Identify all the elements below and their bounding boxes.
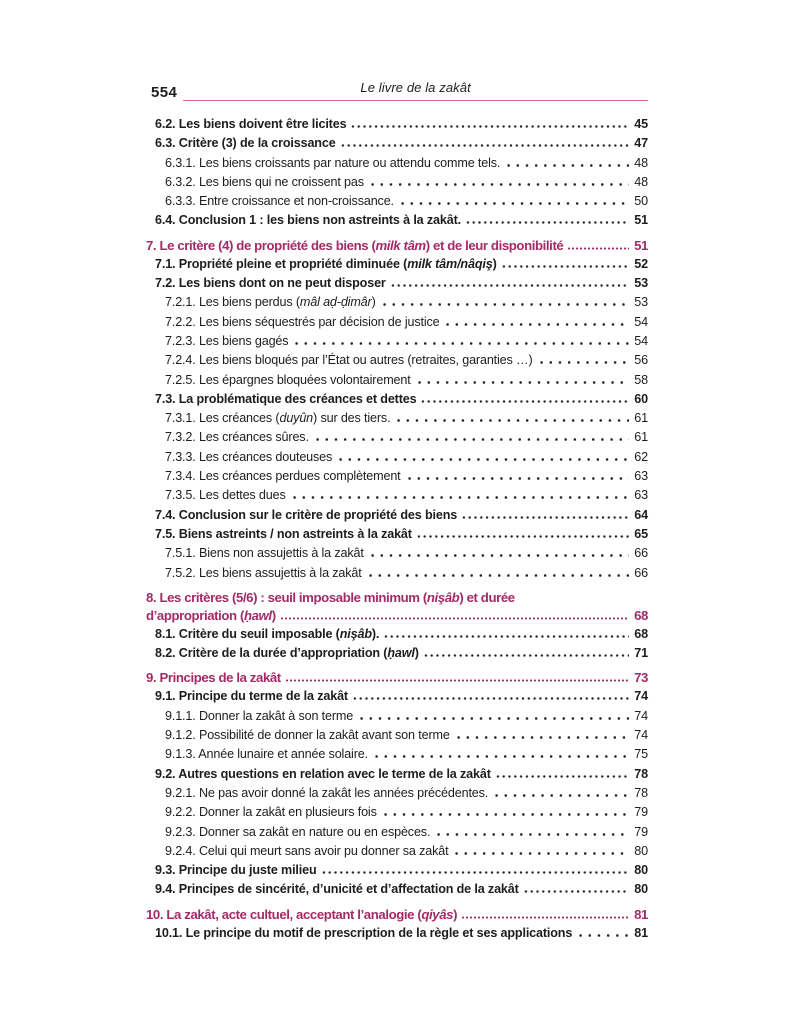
toc-entry-page-number: 61 (634, 411, 648, 426)
toc-entry (146, 823, 648, 842)
table-of-contents (146, 115, 648, 943)
toc-entry-label: 8. Les critères (5/6) : seuil imposable minimum (nişâb) et durée (146, 589, 515, 605)
toc-entry (146, 351, 648, 370)
dot-leader (465, 221, 629, 224)
toc-entry-label: 7.5.2. Les biens assujettis à la zakât (165, 565, 362, 580)
toc-entry-label: 9. Principes de la zakât (146, 670, 281, 686)
toc-entry (146, 589, 648, 607)
toc-entry (146, 115, 648, 134)
toc-entry-label: d’appropriation (ḥawl) (146, 607, 276, 623)
toc-entry (146, 924, 648, 943)
toc-entry (146, 154, 648, 173)
toc-entry-label: 6.4. Conclusion 1 : les biens non astreints à la zakât. (155, 213, 461, 228)
toc-entry (146, 842, 648, 861)
toc-entry-page-number: 74 (634, 708, 648, 723)
toc-entry (146, 467, 648, 486)
toc-entry (146, 726, 648, 745)
dot-leader (454, 736, 629, 739)
toc-entry-page-number: 68 (634, 607, 648, 623)
dot-leader (452, 852, 629, 855)
dot-leader (443, 323, 629, 326)
toc-entry (146, 625, 648, 644)
toc-entry-label: 9.2. Autres questions en relation avec le terme de la zakât (155, 766, 491, 781)
toc-entry-page-number: 65 (634, 526, 648, 541)
toc-entry-page-number: 50 (634, 194, 648, 209)
toc-entry-page-number: 74 (634, 689, 648, 704)
toc-entry (146, 255, 648, 274)
toc-entry-label: 7.2.1. Les biens perdus (mâl aḍ-ḍimâr) (165, 295, 376, 310)
toc-entry-page-number: 79 (634, 824, 648, 839)
dot-leader (523, 890, 629, 893)
toc-entry (146, 134, 648, 153)
toc-entry-page-number: 73 (634, 670, 648, 686)
dot-leader (415, 381, 629, 384)
dot-leader (372, 755, 629, 758)
dot-leader (567, 247, 629, 250)
toc-entry (146, 861, 648, 880)
dot-leader (368, 554, 629, 557)
toc-entry (146, 506, 648, 525)
toc-entry-label: 7.3.5. Les dettes dues (165, 488, 286, 503)
dot-leader (383, 635, 629, 638)
running-title: Le livre de la zakât (360, 80, 471, 95)
dot-leader (398, 202, 629, 205)
toc-entry-page-number: 71 (634, 646, 648, 661)
toc-entry (146, 192, 648, 211)
toc-entry-label: 10.1. Le principe du motif de prescription de la règle et ses applications (155, 925, 573, 940)
toc-entry (146, 745, 648, 764)
toc-entry-label: 7.4. Conclusion sur le critère de propriété des biens (155, 507, 458, 522)
toc-entry (146, 669, 648, 687)
page-header (151, 79, 648, 101)
dot-leader (340, 144, 629, 147)
toc-entry (146, 486, 648, 505)
dot-leader (420, 400, 629, 403)
toc-entry (146, 765, 648, 784)
toc-entry (146, 564, 648, 583)
toc-list (146, 115, 648, 943)
dot-leader (394, 419, 629, 422)
toc-entry (146, 707, 648, 726)
dot-leader (434, 833, 629, 836)
dot-leader (501, 265, 629, 268)
toc-entry (146, 880, 648, 899)
toc-entry-label: 7.3.2. Les créances sûres. (165, 430, 309, 445)
toc-entry-page-number: 48 (634, 174, 648, 189)
toc-entry (146, 173, 648, 192)
dot-leader (321, 871, 629, 874)
toc-entry-label: 7.3.1. Les créances (duyûn) sur des tiers. (165, 411, 391, 426)
toc-entry-label: 6.3.3. Entre croissance et non-croissance. (165, 194, 394, 209)
dot-leader (381, 813, 629, 816)
toc-entry-label: 7.2. Les biens dont on ne peut disposer (155, 276, 386, 291)
toc-entry (146, 371, 648, 390)
toc-entry (146, 313, 648, 332)
toc-entry (146, 237, 648, 255)
toc-entry-label: 10. La zakât, acte cultuel, acceptant l’analogie (qiyâs) (146, 906, 458, 922)
toc-entry (146, 687, 648, 706)
toc-entry-label: 8.2. Critère de la durée d’appropriation (ḥawl) (155, 646, 419, 661)
dot-leader (368, 183, 629, 186)
dot-leader (423, 654, 629, 657)
toc-entry-page-number: 81 (634, 925, 648, 940)
toc-entry-label: 9.2.2. Donner la zakât en plusieurs fois (165, 805, 377, 820)
toc-entry-label: 6.3.1. Les biens croissants par nature ou attendu comme tels. (165, 155, 501, 170)
toc-entry (146, 390, 648, 409)
dot-leader (504, 164, 629, 167)
dot-leader (350, 125, 629, 128)
toc-entry (146, 525, 648, 544)
toc-entry-label: 9.2.4. Celui qui meurt sans avoir pu donner sa zakât (165, 843, 449, 858)
toc-entry-label: 9.2.3. Donner sa zakât en nature ou en espèces. (165, 824, 431, 839)
toc-entry-label: 7.5. Biens astreints / non astreints à la zakât (155, 526, 412, 541)
toc-entry-page-number: 81 (634, 906, 648, 922)
dot-leader (280, 617, 629, 620)
toc-entry-page-number: 68 (634, 626, 648, 641)
toc-entry-label: 7.3.3. Les créances douteuses (165, 449, 333, 464)
toc-entry-page-number: 78 (634, 766, 648, 781)
toc-entry (146, 448, 648, 467)
toc-entry-label: 9.1. Principe du terme de la zakât (155, 689, 348, 704)
toc-entry-page-number: 64 (634, 507, 648, 522)
toc-entry-label: 7.2.3. Les biens gagés (165, 333, 289, 348)
toc-entry-page-number: 45 (634, 117, 648, 131)
dot-leader (292, 342, 629, 345)
dot-leader (576, 934, 629, 937)
toc-entry-page-number: 80 (634, 882, 648, 897)
toc-entry-label: 7.5.1. Biens non assujettis à la zakât (165, 546, 364, 561)
dot-leader (461, 916, 629, 919)
toc-entry-page-number: 78 (634, 785, 648, 800)
book-page (0, 79, 791, 1024)
toc-entry-page-number: 56 (634, 353, 648, 368)
toc-entry-page-number: 79 (634, 805, 648, 820)
toc-entry-label: 7.3.4. Les créances perdues complètement (165, 469, 401, 484)
toc-entry-page-number: 80 (634, 863, 648, 878)
dot-leader (313, 438, 629, 441)
dot-leader (352, 697, 629, 700)
toc-entry (146, 544, 648, 563)
dot-leader (405, 477, 629, 480)
toc-entry-label: 9.1.1. Donner la zakât à son terme (165, 708, 354, 723)
toc-entry-label: 9.4. Principes de sincérité, d’unicité et d’affectation de la zakât (155, 882, 519, 897)
toc-entry-page-number: 48 (634, 155, 648, 170)
toc-entry-label: 6.2. Les biens doivent être licites (155, 117, 347, 131)
toc-entry-page-number: 51 (634, 237, 648, 253)
toc-entry-label: 7. Le critère (4) de propriété des biens (milk tâm) et de leur disponibilité (146, 237, 564, 253)
dot-leader (495, 775, 629, 778)
dot-leader (461, 516, 629, 519)
dot-leader (285, 679, 629, 682)
toc-entry (146, 607, 648, 625)
toc-entry-page-number: 66 (634, 565, 648, 580)
dot-leader (336, 458, 629, 461)
toc-entry-page-number: 53 (634, 276, 648, 291)
dot-leader (492, 794, 629, 797)
toc-entry-page-number: 51 (634, 213, 648, 228)
toc-entry-page-number: 74 (634, 728, 648, 743)
toc-entry-page-number: 58 (634, 372, 648, 387)
toc-entry-page-number: 53 (634, 295, 648, 310)
toc-entry-page-number: 54 (634, 333, 648, 348)
toc-entry (146, 293, 648, 312)
toc-entry-page-number: 66 (634, 546, 648, 561)
dot-leader (366, 574, 629, 577)
toc-entry (146, 332, 648, 351)
toc-entry-page-number: 54 (634, 314, 648, 329)
toc-entry-label: 9.1.2. Possibilité de donner la zakât avant son terme (165, 728, 450, 743)
toc-entry-page-number: 61 (634, 430, 648, 445)
toc-entry-label: 7.2.5. Les épargnes bloquées volontairement (165, 372, 411, 387)
toc-entry-label: 9.2.1. Ne pas avoir donné la zakât les années précédentes. (165, 785, 489, 800)
toc-entry (146, 274, 648, 293)
folio-page-number: 554 (151, 84, 178, 101)
toc-entry (146, 409, 648, 428)
toc-entry-page-number: 63 (634, 469, 648, 484)
toc-entry-label: 9.1.3. Année lunaire et année solaire. (165, 747, 368, 762)
toc-entry (146, 803, 648, 822)
dot-leader (537, 361, 629, 364)
toc-entry (146, 428, 648, 447)
toc-entry-label: 7.1. Propriété pleine et propriété diminuée (milk tâm/nâqiş) (155, 256, 497, 271)
toc-entry (146, 906, 648, 924)
toc-entry-page-number: 75 (634, 747, 648, 762)
dot-leader (380, 303, 629, 306)
toc-entry-label: 8.1. Critère du seuil imposable (nişâb). (155, 626, 380, 641)
toc-entry-label: 7.3. La problématique des créances et dettes (155, 391, 417, 406)
toc-entry-page-number: 52 (634, 256, 648, 271)
toc-entry-page-number: 60 (634, 391, 648, 406)
toc-entry-label: 6.3.2. Les biens qui ne croissent pas (165, 174, 364, 189)
toc-entry (146, 211, 648, 230)
dot-leader (416, 535, 629, 538)
toc-entry-label: 9.3. Principe du juste milieu (155, 863, 317, 878)
toc-entry-page-number: 63 (634, 488, 648, 503)
toc-entry-label: 7.2.4. Les biens bloqués par l’État ou autres (retraites, garanties …) (165, 353, 533, 368)
toc-entry-label: 6.3. Critère (3) de la croissance (155, 136, 336, 151)
toc-entry-label: 7.2.2. Les biens séquestrés par décision de justice (165, 314, 440, 329)
toc-entry-page-number: 47 (634, 136, 648, 151)
dot-leader (290, 496, 629, 499)
dot-leader (357, 717, 629, 720)
toc-entry (146, 784, 648, 803)
toc-entry-page-number: 80 (634, 843, 648, 858)
dot-leader (390, 284, 629, 287)
header-rule (183, 79, 648, 101)
toc-entry (146, 644, 648, 663)
toc-entry-page-number: 62 (634, 449, 648, 464)
